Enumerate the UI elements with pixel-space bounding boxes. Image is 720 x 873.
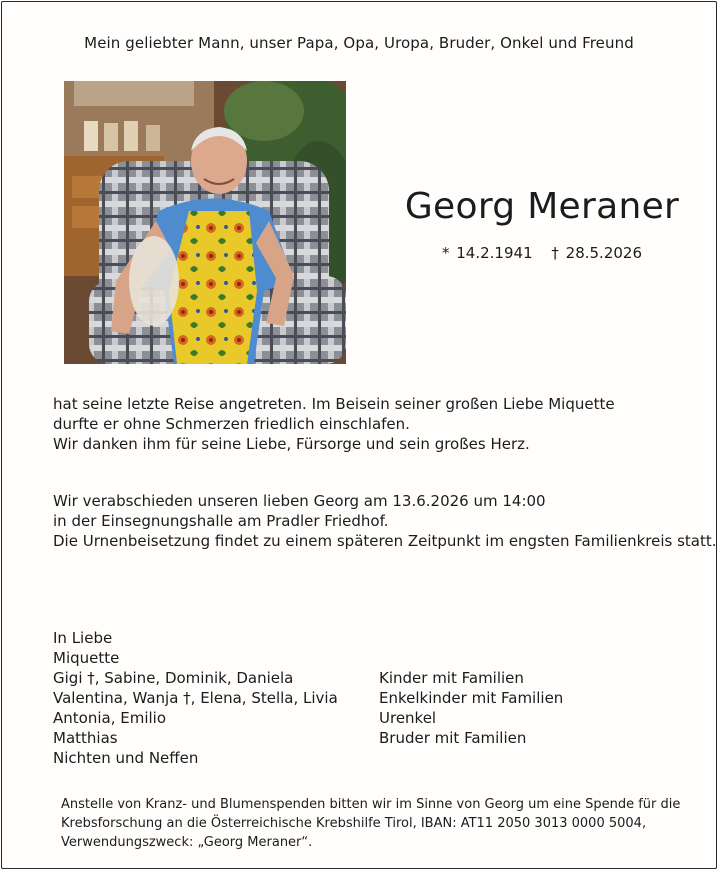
obituary-card — [1, 1, 717, 869]
announcement-paragraph — [53, 394, 615, 454]
mourner-line: In Liebe — [53, 629, 113, 647]
relation-line: Kinder mit Familien — [379, 669, 524, 687]
mourner-line: Valentina, Wanja †, Elena, Stella, Livia — [53, 689, 338, 707]
portrait-photo — [64, 81, 346, 364]
life-dates — [382, 244, 702, 262]
mourner-line: Miquette — [53, 649, 120, 667]
footer-line: Verwendungszweck: „Georg Meraner“. — [61, 835, 313, 850]
deceased-name: Georg Meraner — [404, 186, 680, 227]
mourner-line: Nichten und Neffen — [53, 749, 199, 767]
relations-list — [379, 668, 563, 748]
birth-date: * 14.2.1941 — [442, 244, 533, 262]
mourner-line: Matthias — [53, 729, 118, 747]
text-line: durfte er ohne Schmerzen friedlich einschlafen. — [53, 415, 410, 433]
death-date: † 28.5.2026 — [551, 244, 642, 262]
mourners-list — [53, 628, 338, 768]
footer-line: Krebsforschung an die Österreichische Krebshilfe Tirol, IBAN: AT11 2050 3013 0000 5004, — [61, 816, 647, 831]
mourner-line: Antonia, Emilio — [53, 709, 166, 727]
intro-line: Mein geliebter Mann, unser Papa, Opa, Uropa, Bruder, Onkel und Freund — [84, 34, 634, 52]
text-line: in der Einsegnungshalle am Pradler Friedhof. — [53, 512, 389, 530]
relation-line: Urenkel — [379, 709, 437, 727]
text-line: Wir verabschieden unseren lieben Georg am 13.6.2026 um 14:00 — [53, 492, 546, 510]
text-line: Die Urnenbeisetzung findet zu einem späteren Zeitpunkt im engsten Familienkreis statt. — [53, 532, 717, 550]
relation-line: Bruder mit Familien — [379, 729, 527, 747]
mourner-line: Gigi †, Sabine, Dominik, Daniela — [53, 669, 294, 687]
funeral-info-paragraph — [53, 491, 717, 551]
footer-line: Anstelle von Kranz- und Blumenspenden bitten wir im Sinne von Georg um eine Spende für die — [61, 797, 681, 812]
donation-note — [61, 795, 680, 852]
text-line: hat seine letzte Reise angetreten. Im Beisein seiner großen Liebe Miquette — [53, 395, 615, 413]
text-line: Wir danken ihm für seine Liebe, Fürsorge und sein großes Herz. — [53, 435, 530, 453]
relation-line: Enkelkinder mit Familien — [379, 689, 564, 707]
